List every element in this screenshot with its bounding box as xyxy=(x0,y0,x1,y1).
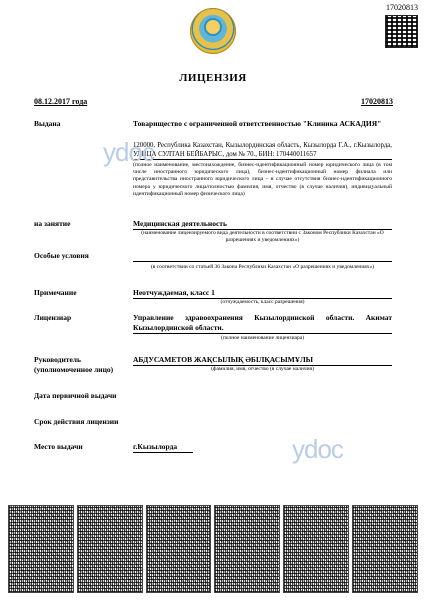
conditions-value xyxy=(133,251,392,262)
license-number: 17020813 xyxy=(361,97,393,106)
first-issue-label: Дата первичной выдачи xyxy=(34,391,117,400)
issued-to-label: Выдана xyxy=(34,119,61,128)
activity-value: Медицинская деятельность xyxy=(133,219,392,230)
watermark-bottom: ydoc xyxy=(292,434,343,464)
qr-code-icon xyxy=(385,15,418,48)
watermark-top: ydoc xyxy=(103,137,154,167)
issue-date: 08.12.2017 года xyxy=(34,97,88,106)
conditions-label: Особые условия xyxy=(34,251,89,260)
corner-license-number: 17020813 xyxy=(386,3,418,12)
place-value: г.Кызылорда xyxy=(133,442,193,453)
head-label: Руководитель (уполномоченное лицо) xyxy=(34,355,114,374)
licensor-value: Управление здравоохранения Кызылординской области. Акимат Кызылординской области. xyxy=(133,313,392,332)
security-code-strip xyxy=(8,505,418,595)
issued-to-address: 120000, Республика Казахстан, Кызылординская область, Кызылорда Г.А., г.Кызылорда, УЛИЦА СУЛТАН БЕЙБАРЫС, дом № 70., БИН: 170440011657 xyxy=(133,142,392,158)
security-code-block xyxy=(8,505,74,593)
conditions-note: (в соответствии со статьей 36 Закона Республики Казахстан «О разрешениях и уведомлениях») xyxy=(150,264,375,270)
validity-label: Срок действия лицензии xyxy=(34,417,119,426)
licensor-note: (полное наименование лицензиара) xyxy=(221,335,304,341)
activity-label: на занятие xyxy=(34,219,71,228)
security-code-block xyxy=(352,505,418,593)
licensor-label: Лицензиар xyxy=(34,313,72,322)
remark-note: (отчуждаемость, класс разрешения) xyxy=(220,299,305,305)
remark-value: Неотчуждаемая, класс 1 xyxy=(133,288,392,299)
security-code-block xyxy=(146,505,212,593)
issued-to-note: (полное наименование, местонахождение, бизнес-идентификационный номер юридического лица (в том числе иностранного юридического лица), бизнес-идентификационный номер филиала или представительства иностранного юридического лица – в случае отсутствия бизнес-идентификационного номера у юридического лица/полностью фамилия, имя, отчество (в случае наличия), индивидуальный идентификационный номер физического лица) xyxy=(133,162,392,197)
issued-to-org-name: Товарищество с ограниченной ответственностью "Клиника АСКАДИЯ" xyxy=(133,119,382,128)
security-code-block xyxy=(77,505,143,593)
head-note: (фамилия, имя, отчество (в случае наличия) xyxy=(211,366,314,372)
document-title: ЛИЦЕНЗИЯ xyxy=(179,72,247,84)
place-label: Место выдачи xyxy=(34,442,83,451)
head-value: АБДУСАМЕТОВ ЖАҚСЫЛЫҚ ӘБІЛҚАСЫМҰЛЫ xyxy=(133,355,392,366)
security-code-block xyxy=(283,505,349,593)
remark-label: Примечание xyxy=(34,288,77,297)
activity-note: (наименование лицензируемого вида деятельности в соответствии с Законом Республики Казахстан «О разрешениях и уведомлениях») xyxy=(141,230,384,243)
emblem-center-icon xyxy=(206,20,220,34)
security-code-block xyxy=(214,505,280,593)
